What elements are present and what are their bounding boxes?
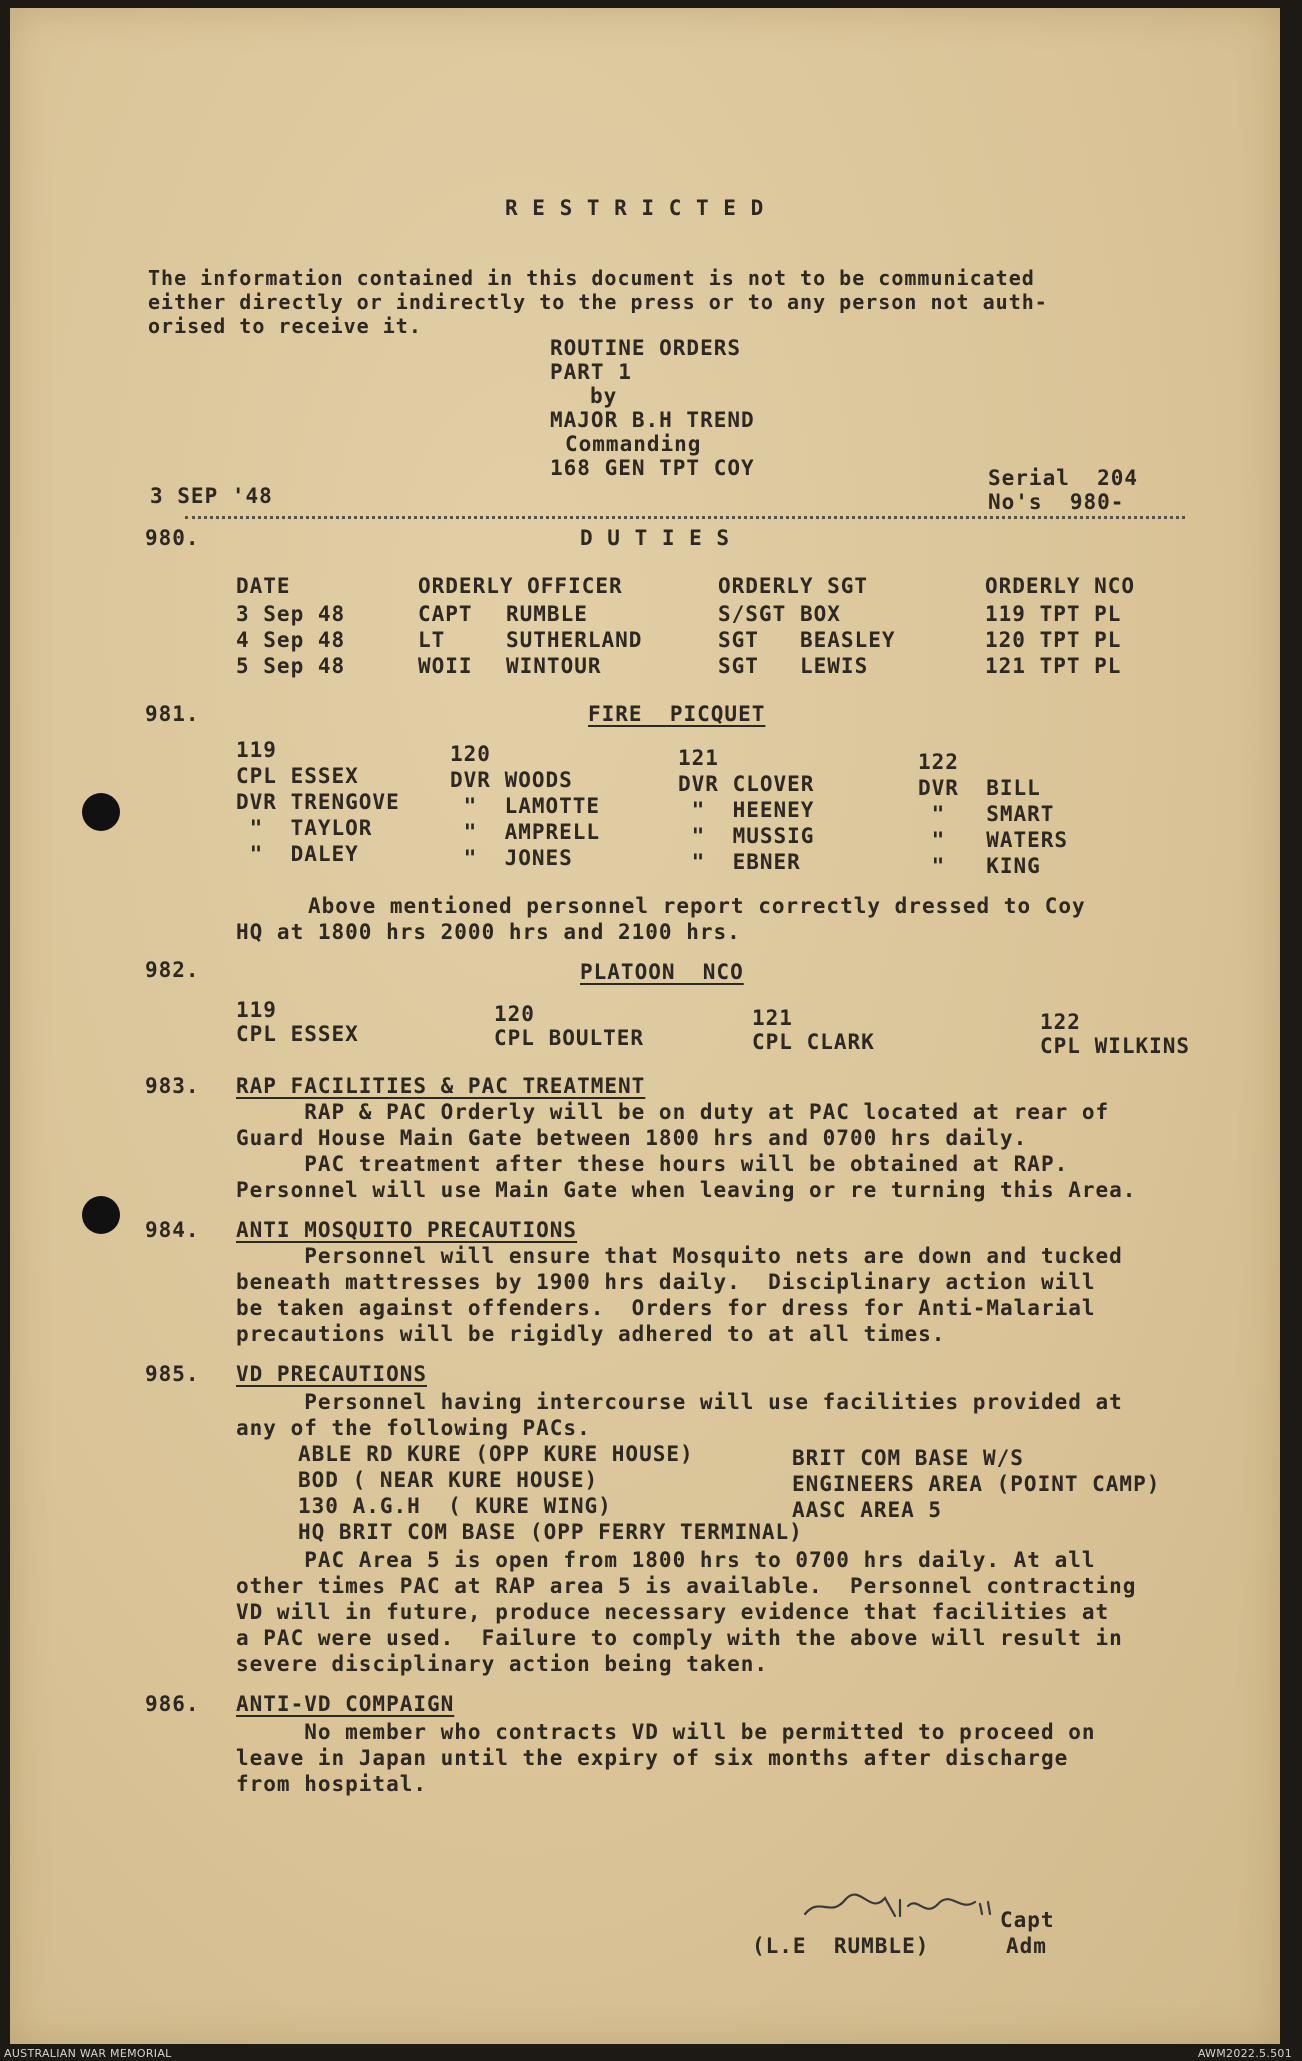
section-number: 983. <box>145 1074 200 1098</box>
section-heading: ANTI-VD COMPAIGN <box>236 1692 455 1716</box>
pac-location: BOD ( NEAR KURE HOUSE) <box>298 1468 599 1492</box>
order-text: RAP & PAC Orderly will be on duty at PAC located at rear of <box>236 1100 1110 1124</box>
column-header: ORDERLY NCO <box>985 574 1136 598</box>
pac-location: ABLE RD KURE (OPP KURE HOUSE) <box>298 1442 694 1466</box>
platoon-nco: CPL BOULTER <box>494 1026 645 1050</box>
commander-role: Commanding <box>565 432 702 456</box>
pac-location: BRIT COM BASE W/S <box>792 1446 1024 1470</box>
order-numbers: No's 980- <box>988 490 1125 514</box>
picquet-member: " WATERS <box>918 828 1069 852</box>
picquet-member: DVR BILL <box>918 776 1041 800</box>
platoon-number: 122 <box>918 750 959 774</box>
order-text: Personnel will ensure that Mosquito nets are down and tucked <box>236 1244 1123 1268</box>
pac-location: 130 A.G.H ( KURE WING) <box>298 1494 612 1518</box>
picquet-member: " EBNER <box>678 850 801 874</box>
picquet-member: " SMART <box>918 802 1055 826</box>
picquet-member: " DALEY <box>236 842 359 866</box>
platoon-number: 119 <box>236 998 277 1022</box>
divider <box>185 516 1185 519</box>
duty-officer: SUTHERLAND <box>506 628 643 652</box>
signatory-role: Adm <box>1006 1934 1047 1958</box>
picquet-member: " TAYLOR <box>236 816 373 840</box>
picquet-member: CPL ESSEX <box>236 764 359 788</box>
order-text: PAC Area 5 is open from 1800 hrs to 0700 hrs daily. At all <box>236 1548 1096 1572</box>
commander-name: MAJOR B.H TREND <box>550 408 755 432</box>
order-text: PAC treatment after these hours will be obtained at RAP. <box>236 1152 1069 1176</box>
handwritten-signature <box>800 1886 1010 1926</box>
signatory-rank: Capt <box>1000 1908 1055 1932</box>
order-text: beneath mattresses by 1900 hrs daily. Disciplinary action will <box>236 1270 1096 1294</box>
document-by: by <box>590 384 618 408</box>
duty-nco: 119 TPT PL <box>985 602 1122 626</box>
duty-nco: 121 TPT PL <box>985 654 1122 678</box>
section-heading: FIRE PICQUET <box>588 702 766 726</box>
duty-date: 5 Sep 48 <box>236 654 346 678</box>
pac-location: AASC AREA 5 <box>792 1498 943 1522</box>
platoon-number: 121 <box>752 1006 793 1030</box>
order-text: be taken against offenders. Orders for dress for Anti-Malarial <box>236 1296 1096 1320</box>
document-title: ROUTINE ORDERS <box>550 336 742 360</box>
platoon-number: 120 <box>494 1002 535 1026</box>
duty-officer: WINTOUR <box>506 654 602 678</box>
platoon-number: 121 <box>678 746 719 770</box>
pac-location: ENGINEERS AREA (POINT CAMP) <box>792 1472 1161 1496</box>
order-text: a PAC were used. Failure to comply with the above will result in <box>236 1626 1123 1650</box>
duty-sgt: BOX <box>800 602 841 626</box>
unit-name: 168 GEN TPT COY <box>550 456 755 480</box>
picquet-member: " AMPRELL <box>450 820 601 844</box>
picquet-member: " HEENEY <box>678 798 815 822</box>
pac-location: HQ BRIT COM BASE (OPP FERRY TERMINAL) <box>298 1520 803 1544</box>
notice-line: The information contained in this document is not to be communicated <box>148 266 1035 290</box>
notice-line: either directly or indirectly to the press or to any person not auth- <box>148 290 1048 314</box>
picquet-member: DVR WOODS <box>450 768 573 792</box>
platoon-number: 119 <box>236 738 277 762</box>
picquet-member: " JONES <box>450 846 573 870</box>
picquet-member: DVR TRENGOVE <box>236 790 400 814</box>
punch-hole <box>82 793 120 831</box>
order-text: Guard House Main Gate between 1800 hrs and 0700 hrs daily. <box>236 1126 1028 1150</box>
duty-date: 4 Sep 48 <box>236 628 346 652</box>
duty-sgt: BEASLEY <box>800 628 896 652</box>
column-header: ORDERLY SGT <box>718 574 869 598</box>
section-number: 982. <box>145 958 200 982</box>
archive-credit: AUSTRALIAN WAR MEMORIAL <box>4 2047 172 2060</box>
order-text: other times PAC at RAP area 5 is available. Personnel contracting <box>236 1574 1137 1598</box>
order-text: from hospital. <box>236 1772 428 1796</box>
platoon-number: 122 <box>1040 1010 1081 1034</box>
section-number: 980. <box>145 526 200 550</box>
platoon-nco: CPL CLARK <box>752 1030 875 1054</box>
picquet-member: DVR CLOVER <box>678 772 815 796</box>
duty-rank: LT <box>418 628 446 652</box>
platoon-number: 120 <box>450 742 491 766</box>
duty-date: 3 Sep 48 <box>236 602 346 626</box>
order-date: 3 SEP '48 <box>150 484 273 508</box>
column-header: ORDERLY OFFICER <box>418 574 623 598</box>
order-text: Personnel having intercourse will use facilities provided at <box>236 1390 1123 1414</box>
duty-officer: RUMBLE <box>506 602 588 626</box>
archive-reference: AWM2022.5.501 <box>1197 2047 1292 2060</box>
picquet-note: HQ at 1800 hrs 2000 hrs and 2100 hrs. <box>236 920 741 944</box>
duty-sgt-rank: S/SGT <box>718 602 787 626</box>
section-heading: VD PRECAUTIONS <box>236 1362 428 1386</box>
section-heading: RAP FACILITIES & PAC TREATMENT <box>236 1074 646 1098</box>
duty-sgt-rank: SGT <box>718 628 759 652</box>
order-text: severe disciplinary action being taken. <box>236 1652 769 1676</box>
section-number: 984. <box>145 1218 200 1242</box>
order-text: precautions will be rigidly adhered to at all times. <box>236 1322 946 1346</box>
section-heading: ANTI MOSQUITO PRECAUTIONS <box>236 1218 578 1242</box>
order-text: No member who contracts VD will be permitted to proceed on <box>236 1720 1096 1744</box>
section-number: 981. <box>145 702 200 726</box>
section-heading: PLATOON NCO <box>580 960 744 984</box>
section-heading: D U T I E S <box>580 526 731 550</box>
signatory-name: (L.E RUMBLE) <box>752 1934 930 1958</box>
platoon-nco: CPL WILKINS <box>1040 1034 1191 1058</box>
picquet-member: " MUSSIG <box>678 824 815 848</box>
order-text: leave in Japan until the expiry of six months after discharge <box>236 1746 1069 1770</box>
picquet-note: Above mentioned personnel report correctly dressed to Coy <box>308 894 1086 918</box>
document-subtitle: PART 1 <box>550 360 632 384</box>
platoon-nco: CPL ESSEX <box>236 1022 359 1046</box>
picquet-member: " KING <box>918 854 1041 878</box>
classification-heading: R E S T R I C T E D <box>505 196 765 220</box>
duty-sgt: LEWIS <box>800 654 869 678</box>
column-header: DATE <box>236 574 291 598</box>
order-text: any of the following PACs. <box>236 1416 591 1440</box>
section-number: 985. <box>145 1362 200 1386</box>
duty-sgt-rank: SGT <box>718 654 759 678</box>
notice-line: orised to receive it. <box>148 314 422 338</box>
duty-nco: 120 TPT PL <box>985 628 1122 652</box>
document-page <box>10 8 1280 2044</box>
section-number: 986. <box>145 1692 200 1716</box>
punch-hole <box>82 1196 120 1234</box>
order-text: Personnel will use Main Gate when leaving or re turning this Area. <box>236 1178 1137 1202</box>
duty-rank: WOII <box>418 654 473 678</box>
duty-rank: CAPT <box>418 602 473 626</box>
serial-number: Serial 204 <box>988 466 1139 490</box>
picquet-member: " LAMOTTE <box>450 794 601 818</box>
order-text: VD will in future, produce necessary evidence that facilities at <box>236 1600 1110 1624</box>
